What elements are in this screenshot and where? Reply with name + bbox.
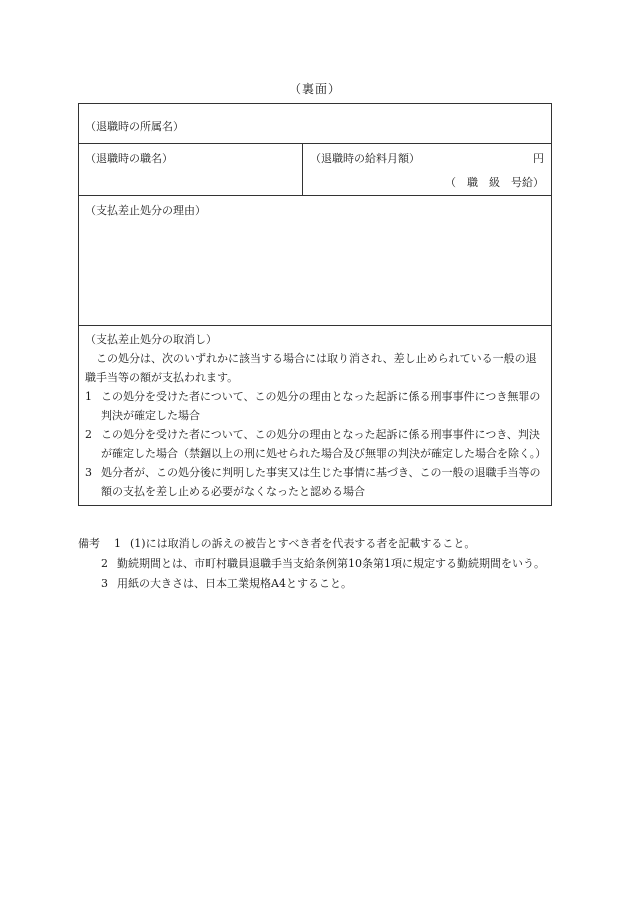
job-title-label: （退職時の職名）: [85, 152, 173, 165]
cancel-item-text: この処分を受けた者について、この処分の理由となった起訴に係る刑事事件につき無罪の判決が確定した場合: [101, 390, 541, 422]
note-number: 2: [101, 557, 108, 570]
page-title: （裏面）: [288, 82, 341, 96]
cancellation-row: [79, 326, 551, 505]
affiliation-row: [79, 104, 551, 144]
cancel-item-text: この処分を受けた者について、この処分の理由となった起訴に係る刑事事件につき、判決が確定した場合（禁錮以上の刑に処せられた場合及び無罪の判決が確定した場合を除く。）: [101, 428, 547, 460]
note-number: 3: [101, 577, 108, 590]
job-title-cell: [79, 144, 303, 195]
cancel-item-number: 3: [85, 466, 92, 479]
salary-cell: [303, 144, 551, 195]
salary-label: （退職時の給料月額）: [310, 152, 420, 165]
salary-line: [310, 150, 544, 166]
cancel-item-text: 処分者が、この処分後に判明した事実又は生じた事情に基づき、この一般の退職手当等の額の支払を差し止める必要がなくなったと認める場合: [101, 466, 541, 498]
salary-unit: 円: [533, 152, 544, 165]
cancel-item: [85, 425, 545, 463]
note-text: (1)には取消しの訴えの被告とすべき者を代表する者を記載すること。: [130, 537, 476, 550]
cancel-item: [85, 463, 545, 501]
reason-row: [79, 196, 551, 326]
notes-label: 備考: [78, 537, 100, 550]
note-number: 1: [114, 537, 121, 550]
note-text: 用紙の大きさは、日本工業規格A4とすること。: [117, 577, 352, 590]
cancel-item: [85, 387, 545, 425]
affiliation-label: （退職時の所属名）: [85, 120, 184, 133]
disposition-form-table: [78, 103, 552, 506]
note-item: [78, 574, 552, 594]
title-salary-row: [79, 144, 551, 196]
grade-text: （ 職 級 号給）: [445, 176, 544, 189]
cancel-item-number: 2: [85, 428, 92, 441]
cancel-label: （支払差止処分の取消し）: [85, 333, 217, 346]
note-item: [78, 534, 552, 554]
notes-section: [78, 534, 552, 594]
note-text: 勤続期間とは、市町村職員退職手当支給条例第10条第1項に規定する勤続期間をいう。: [117, 557, 545, 570]
cancel-intro: この処分は、次のいずれかに該当する場合には取り消され、差し止められている一般の退職手当等の額が支払われます。: [85, 352, 537, 384]
cancel-item-number: 1: [85, 390, 92, 403]
note-item: [78, 554, 552, 574]
reason-label: （支払差止処分の理由）: [85, 204, 206, 217]
